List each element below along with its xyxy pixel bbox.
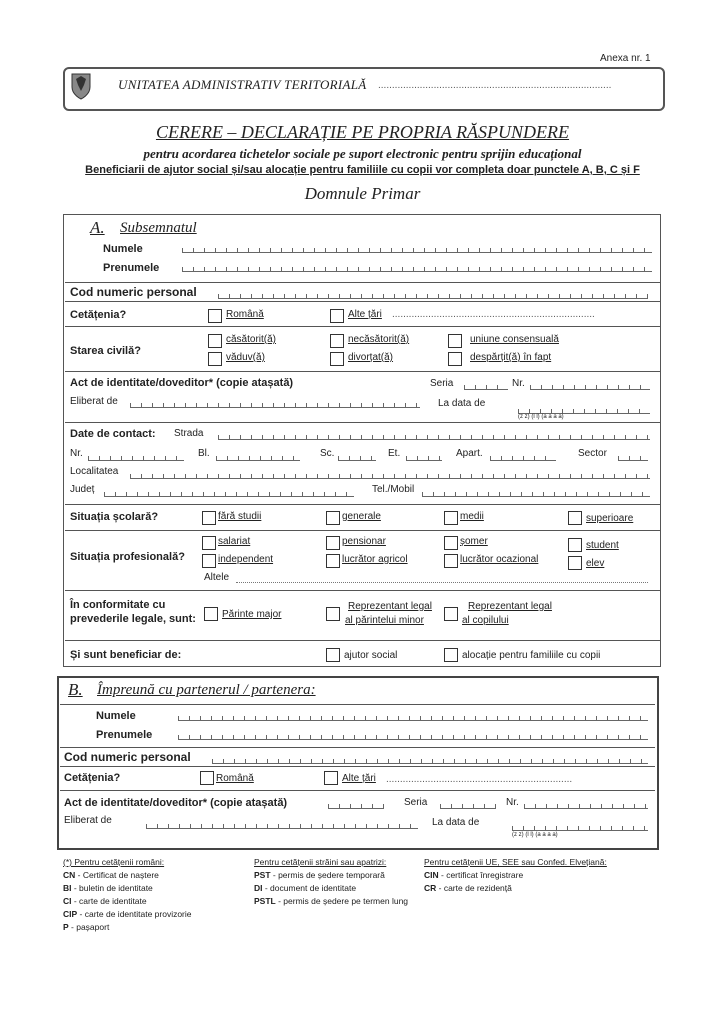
a-generale-label: generale <box>342 511 381 522</box>
form-title: CERERE – DECLARAȚIE PE PROPRIA RĂSPUNDERE <box>155 122 570 142</box>
unit-label: UNITATEA ADMINISTRATIV TERITORIALĂ <box>118 77 367 92</box>
a-et-label: Et. <box>388 448 401 459</box>
a-elev-checkbox[interactable] <box>568 556 582 570</box>
a-cnp-label: Cod numeric personal <box>70 285 197 299</box>
b-cnp-label: Cod numeric personal <box>64 750 191 764</box>
a-profesionala-label: Situația profesională? <box>70 551 185 563</box>
a-apart-field[interactable] <box>490 452 556 461</box>
b-eliberat-label: Eliberat de <box>64 815 112 826</box>
divider <box>60 790 655 791</box>
a-nr2-label: Nr. <box>70 448 83 459</box>
a-pensionar-checkbox[interactable] <box>326 536 340 550</box>
a-student-checkbox[interactable] <box>568 538 582 552</box>
b-seria-field[interactable] <box>440 800 496 809</box>
a-prenumele-label: Prenumele <box>103 262 160 274</box>
a-repr-copil-checkbox[interactable] <box>444 607 458 621</box>
divider <box>65 371 660 372</box>
annex-number: Anexa nr. 1 <box>600 53 651 64</box>
a-vaduv-label: văduv(ă) <box>226 352 265 363</box>
a-divortat-checkbox[interactable] <box>330 352 344 366</box>
a-numele-label: Numele <box>103 243 143 255</box>
a-tel-field[interactable] <box>422 488 650 497</box>
a-salariat-label: salariat <box>218 536 251 547</box>
b-nr-label: Nr. <box>506 797 519 808</box>
a-beneficiar-label: Și sunt beneficiar de: <box>70 649 182 661</box>
b-romana-checkbox[interactable] <box>200 771 214 785</box>
a-elev-label: elev <box>586 558 605 569</box>
divider <box>60 704 655 705</box>
a-uniune-checkbox[interactable] <box>448 334 462 348</box>
footnote-title: Pentru cetățenii străini sau apatrizi: <box>254 857 387 867</box>
divider <box>65 590 660 591</box>
a-eliberat-label: Eliberat de <box>70 396 118 407</box>
form-note: Beneficiarii de ajutor social și/sau alocație pentru familiile cu copii vor completa doar punctele A, B, C și F <box>85 164 640 176</box>
footnote-code: CIN <box>424 870 439 880</box>
footnote-text: - document de identitate <box>262 883 357 893</box>
footnote-code: BI <box>63 883 72 893</box>
a-apart-label: Apart. <box>456 448 483 459</box>
a-localitatea-label: Localitatea <box>70 466 119 477</box>
footnote-text: - permis de ședere pe termen lung <box>275 896 409 906</box>
a-uniune-label: uniune consensuală <box>470 334 559 345</box>
a-seria-label: Seria <box>430 378 454 389</box>
b-act-label: Act de identitate/doveditor* (copie atașată) <box>64 797 288 809</box>
a-romana-label: Română <box>226 309 264 320</box>
footnote-text: - pașaport <box>68 922 110 932</box>
a-medii-label: medii <box>460 511 484 522</box>
a-generale-checkbox[interactable] <box>326 511 340 525</box>
a-nr2-field[interactable] <box>88 452 184 461</box>
a-medii-checkbox[interactable] <box>444 511 458 525</box>
footnote-code: CIP <box>63 909 78 919</box>
a-conformitate-label-2: prevederile legale, sunt: <box>70 613 196 625</box>
footnote-text: - permis de ședere temporară <box>270 870 385 880</box>
a-scolara-label: Situația școlară? <box>70 511 159 523</box>
section-b-letter: B. <box>68 680 83 699</box>
footnote-code: PSTL <box>254 896 276 906</box>
a-date-format: (z z) (l l) (a a a a) <box>518 414 564 420</box>
footnote-text: - certificat înregistrare <box>438 870 524 880</box>
b-seria-label: Seria <box>404 797 428 808</box>
b-numele-label: Numele <box>96 710 136 722</box>
a-sector-field[interactable] <box>618 452 648 461</box>
footnote-column-eu <box>424 856 607 895</box>
b-alte-tari-checkbox[interactable] <box>324 771 338 785</box>
b-cetatenia-label: Cetățenia? <box>64 772 121 784</box>
a-numele-field[interactable] <box>182 244 652 253</box>
addressee: Domnule Primar <box>304 184 421 203</box>
footnote-text: - carte de identitate provizorie <box>77 909 192 919</box>
a-parinte-checkbox[interactable] <box>204 607 218 621</box>
a-judet-field[interactable] <box>104 488 354 497</box>
a-fara-studii-label: fără studii <box>218 511 262 522</box>
a-necasatorit-checkbox[interactable] <box>330 334 344 348</box>
divider <box>60 747 655 748</box>
a-romana-checkbox[interactable] <box>208 309 222 323</box>
b-cnp-field[interactable] <box>212 755 648 764</box>
footnote-column-romanian <box>63 856 192 934</box>
a-despartit-label: despărțit(ă) în fapt <box>470 352 552 363</box>
a-sc-label: Sc. <box>320 448 335 459</box>
a-salariat-checkbox[interactable] <box>202 536 216 550</box>
section-b-heading: Împreună cu partenerul / partenera: <box>97 682 316 698</box>
a-alte-tari-dots: ......................................................................... <box>392 309 595 320</box>
footnote-column-foreign <box>254 856 408 908</box>
a-cetatenia-label: Cetățenia? <box>70 309 127 321</box>
a-superioare-checkbox[interactable] <box>568 511 582 525</box>
a-judet-label: Județ <box>70 484 95 495</box>
a-contact-label: Date de contact: <box>70 428 156 440</box>
a-act-label: Act de identitate/doveditor* (copie atașată) <box>70 377 294 389</box>
a-casatorit-label: căsătorit(ă) <box>226 334 277 345</box>
a-casatorit-checkbox[interactable] <box>208 334 222 348</box>
a-strada-label: Strada <box>174 428 204 439</box>
a-despartit-checkbox[interactable] <box>448 352 462 366</box>
footnote-title: Pentru cetățenii UE, SEE sau Confed. Elvețiană: <box>424 857 607 867</box>
a-lucrator-ocazional-checkbox[interactable] <box>444 554 458 568</box>
b-alte-tari-dots: ................................................................... <box>386 774 573 785</box>
a-lucrator-ocazional-label: lucrător ocazional <box>460 554 539 565</box>
a-cnp-field[interactable] <box>218 290 648 299</box>
a-altele-field[interactable] <box>236 582 648 583</box>
footnote-text: - carte de rezidență <box>436 883 512 893</box>
a-prenumele-field[interactable] <box>182 263 652 272</box>
divider <box>65 326 660 327</box>
section-a-letter: A. <box>90 218 105 237</box>
a-fara-studii-checkbox[interactable] <box>202 511 216 525</box>
divider <box>65 530 660 531</box>
a-ajutor-label: ajutor social <box>344 650 398 661</box>
a-strada-field[interactable] <box>218 431 650 440</box>
a-nr-field[interactable] <box>530 381 650 390</box>
unit-dots: .................................................................................... <box>378 80 612 91</box>
a-somer-checkbox[interactable] <box>444 536 458 550</box>
b-la-data-label: La data de <box>432 817 480 828</box>
a-date-field[interactable] <box>518 405 650 414</box>
a-lucrator-agricol-label: lucrător agricol <box>342 554 408 565</box>
footnote-code: DI <box>254 883 263 893</box>
b-romana-label: Română <box>216 773 254 784</box>
a-stare-civila-label: Starea civilă? <box>70 345 141 357</box>
a-repr-copil-label-2: al copilului <box>462 615 509 626</box>
footnote-text: - carte de identitate <box>71 896 147 906</box>
footnote-code: CI <box>63 896 72 906</box>
a-seria-field[interactable] <box>464 381 508 390</box>
b-numele-field[interactable] <box>178 712 648 721</box>
a-ajutor-checkbox[interactable] <box>326 648 340 662</box>
a-alocatie-checkbox[interactable] <box>444 648 458 662</box>
a-alte-tari-label: Alte țări <box>348 309 382 320</box>
form-subtitle: pentru acordarea tichetelor sociale pe suport electronic pentru sprijin educațional <box>143 146 582 161</box>
a-independent-label: independent <box>218 554 274 565</box>
b-prenumele-field[interactable] <box>178 731 648 740</box>
a-repr-parinte-label-1: Reprezentant legal <box>348 601 432 612</box>
footnote-code: P <box>63 922 69 932</box>
divider <box>60 766 655 767</box>
divider <box>65 282 660 283</box>
a-repr-copil-label-1: Reprezentant legal <box>468 601 552 612</box>
a-bl-field[interactable] <box>216 452 300 461</box>
a-student-label: student <box>586 540 619 551</box>
a-conformitate-label-1: În conformitate cu <box>70 599 166 611</box>
a-bl-label: Bl. <box>198 448 210 459</box>
divider <box>65 640 660 641</box>
a-somer-label: șomer <box>460 536 488 547</box>
b-alte-tari-label: Alte țări <box>342 773 376 784</box>
a-altele-label: Altele <box>204 572 230 583</box>
a-vaduv-checkbox[interactable] <box>208 352 222 366</box>
a-localitatea-field[interactable] <box>130 470 650 479</box>
footnote-code: PST <box>254 870 271 880</box>
b-date-field[interactable] <box>512 822 648 831</box>
a-alte-tari-checkbox[interactable] <box>330 309 344 323</box>
divider <box>65 422 660 423</box>
a-nr-label: Nr. <box>512 378 525 389</box>
b-prenumele-label: Prenumele <box>96 729 153 741</box>
a-eliberat-field[interactable] <box>130 399 420 408</box>
a-repr-parinte-label-2: al părintelui minor <box>345 615 424 626</box>
a-tel-label: Tel./Mobil <box>372 484 415 495</box>
a-sc-field[interactable] <box>338 452 376 461</box>
footnote-text: - Certificat de naștere <box>75 870 159 880</box>
footnote-code: CN <box>63 870 76 880</box>
divider <box>65 301 660 302</box>
a-sector-label: Sector <box>578 448 607 459</box>
a-et-field[interactable] <box>406 452 442 461</box>
a-independent-checkbox[interactable] <box>202 554 216 568</box>
footnote-text: - buletin de identitate <box>71 883 153 893</box>
b-date-format: (z z) (l l) (a a a a) <box>512 832 558 838</box>
a-parinte-label: Părinte major <box>222 609 282 620</box>
b-eliberat-field[interactable] <box>146 820 418 829</box>
a-repr-parinte-checkbox[interactable] <box>326 607 340 621</box>
footnote-code: CR <box>424 883 437 893</box>
footnote-title: (*) Pentru cetățenii români: <box>63 857 165 867</box>
section-a-heading: Subsemnatul <box>120 220 197 236</box>
a-necasatorit-label: necăsătorit(ă) <box>348 334 410 345</box>
a-divortat-label: divorțat(ă) <box>348 352 394 363</box>
a-la-data-label: La data de <box>438 398 486 409</box>
divider <box>65 504 660 505</box>
b-nr-field[interactable] <box>524 800 648 809</box>
a-pensionar-label: pensionar <box>342 536 386 547</box>
a-lucrator-agricol-checkbox[interactable] <box>326 554 340 568</box>
coat-of-arms-icon <box>70 71 92 101</box>
b-act-field[interactable] <box>328 800 384 809</box>
a-superioare-label: superioare <box>586 513 634 524</box>
a-alocatie-label: alocație pentru familiile cu copii <box>462 650 601 661</box>
